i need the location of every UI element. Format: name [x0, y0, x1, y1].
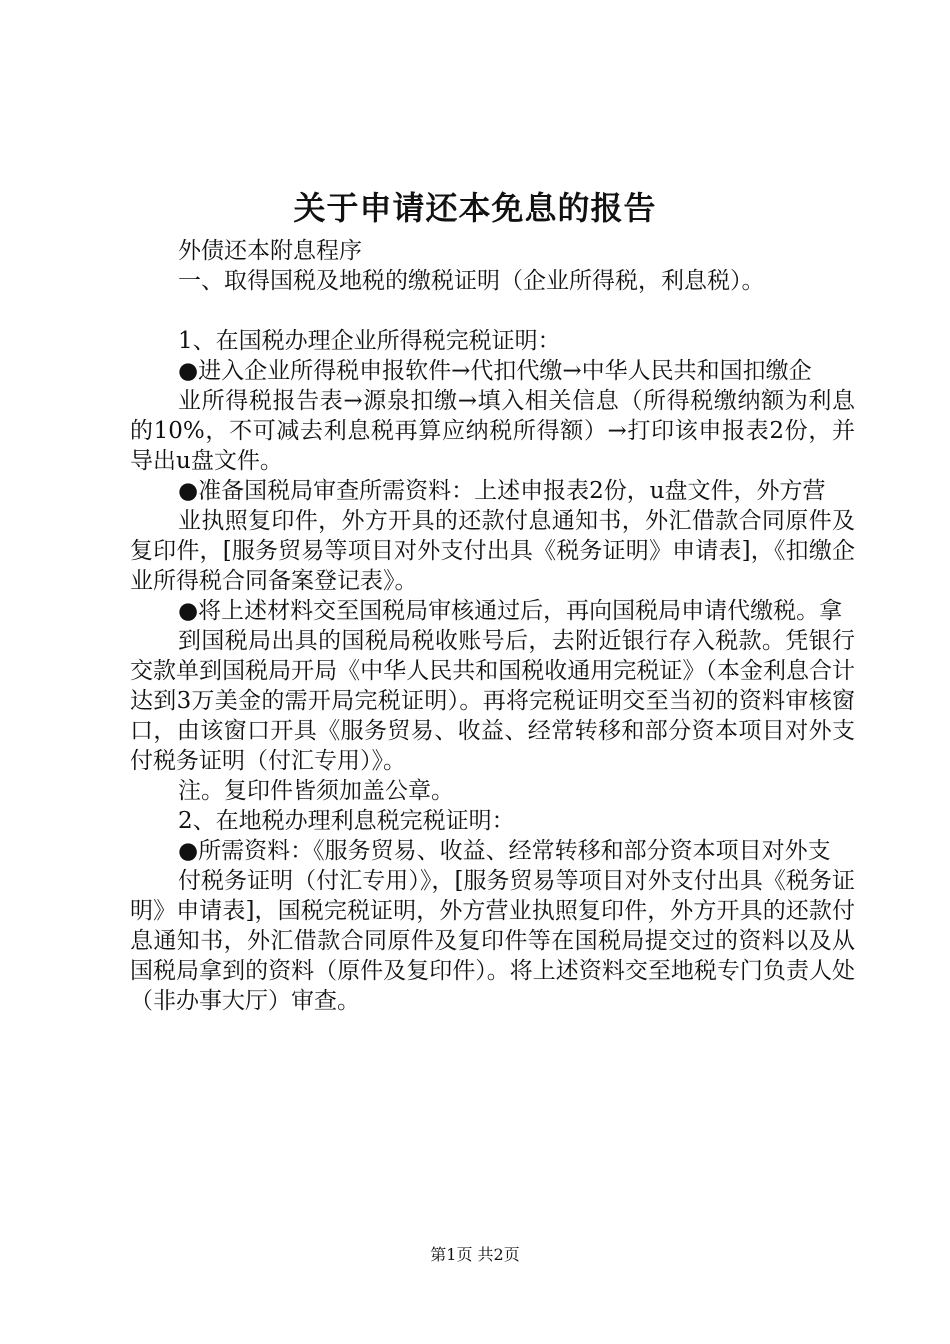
paragraph: 注。复印件皆须加盖公章。: [178, 778, 454, 804]
paragraph: ●将上述材料交至国税局审核通过后，再向国税局申请代缴税。拿: [178, 598, 843, 624]
paragraph: 2、在地税办理利息税完税证明：: [178, 808, 515, 834]
paragraph: 到国税局出具的国税局税收账号后，去附近银行存入税款。凭银行交款单到国税局开局《中华人民共和国税收通用完税证》（本金利息合计达到3万美金的需开局完税证明）。再将完税证明交至当初的资料审核窗口，由该窗口开具《服务贸易、收益、经常转移和部分资本项目对外支付税务证明（付汇专用）》。: [130, 628, 855, 774]
document-body: [130, 236, 855, 1016]
paragraph: 一、取得国税及地税的缴税证明（企业所得税，利息税）。: [178, 268, 765, 294]
paragraph: ●进入企业所得税申报软件→代扣代缴→中华人民共和国扣缴企: [178, 358, 812, 384]
paragraph: 付税务证明（付汇专用）》，[服务贸易等项目对外支付出具《税务证明》申请表]，国税完税证明，外方营业执照复印件，外方开具的还款付息通知书，外汇借款合同原件及复印件等在国税局提交过的资料以及从国税局拿到的资料（原件及复印件）。将上述资料交至地税专门负责人处（非办事大厅）审查。: [130, 868, 855, 1014]
page-number: 第1页 共2页: [430, 1245, 520, 1264]
paragraph: ●准备国税局审查所需资料：上述申报表2份，u盘文件，外方营: [178, 478, 826, 504]
blank-line: [130, 296, 855, 326]
paragraph: 业执照复印件，外方开具的还款付息通知书，外汇借款合同原件及复印件，[服务贸易等项目对外支付出具《税务证明》申请表]，《扣缴企业所得税合同备案登记表》。: [130, 508, 855, 594]
paragraph: 外债还本附息程序: [178, 238, 362, 264]
paragraph: 业所得税报告表→源泉扣缴→填入相关信息（所得税缴纳额为利息的10%，不可减去利息税再算应纳税所得额）→打印该申报表2份，并导出u盘文件。: [130, 388, 855, 474]
paragraph: 1、在国税办理企业所得税完税证明：: [178, 328, 561, 354]
paragraph: ●所需资料：《服务贸易、收益、经常转移和部分资本项目对外支: [178, 838, 831, 864]
document-title: 关于申请还本免息的报告: [293, 189, 657, 227]
